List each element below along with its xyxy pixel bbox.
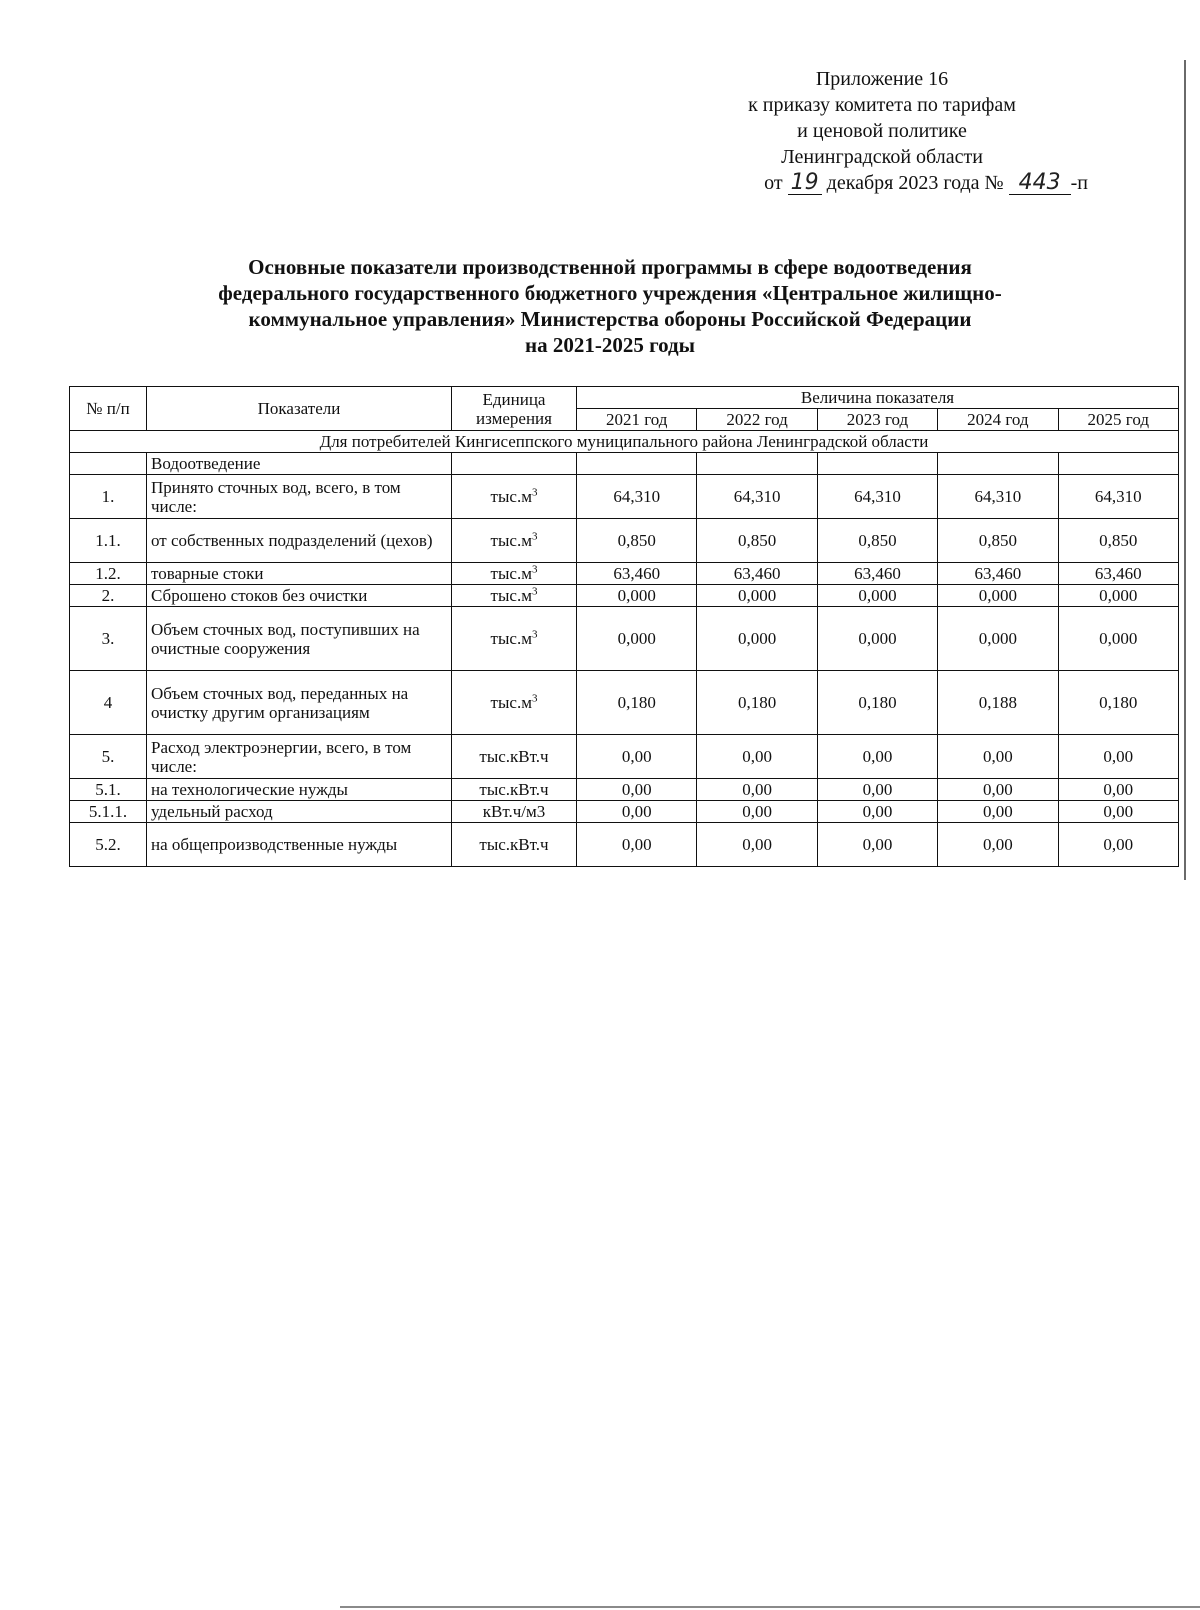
scan-bottom-line — [340, 1606, 1200, 1608]
row-value: 0,00 — [697, 823, 817, 867]
indicators-table — [69, 386, 1179, 867]
row-value: 0,00 — [697, 735, 817, 779]
table-row — [70, 563, 1179, 585]
row-value: 0,000 — [697, 607, 817, 671]
table-row — [70, 519, 1179, 563]
header-year: 2024 год — [938, 409, 1058, 431]
table-row — [70, 475, 1179, 519]
row-value: 0,00 — [1058, 779, 1178, 801]
row-value: 0,00 — [1058, 801, 1178, 823]
row-unit — [452, 801, 577, 823]
group-cell — [697, 453, 817, 475]
row-num: 5. — [70, 735, 147, 779]
row-value: 0,000 — [817, 585, 937, 607]
row-unit-text: тыс.м — [490, 531, 532, 550]
row-value: 63,460 — [1058, 563, 1178, 585]
row-num: 2. — [70, 585, 147, 607]
appendix-line-4: Ленинградской области — [781, 146, 983, 168]
row-unit — [452, 671, 577, 735]
row-unit — [452, 475, 577, 519]
header-year: 2021 год — [577, 409, 697, 431]
row-value: 0,850 — [697, 519, 817, 563]
row-unit-text: тыс.м — [490, 629, 532, 648]
group-row — [70, 453, 1179, 475]
row-value: 0,00 — [938, 779, 1058, 801]
document-title — [150, 254, 1070, 358]
section-label: Для потребителей Кингисеппского муниципального района Ленинградской области — [70, 431, 1179, 453]
row-value: 0,000 — [1058, 607, 1178, 671]
row-unit — [452, 823, 577, 867]
group-label: Водоотведение — [147, 453, 452, 475]
row-value: 0,00 — [817, 735, 937, 779]
header-year: 2023 год — [817, 409, 937, 431]
row-unit-text: кВт.ч/м3 — [482, 802, 546, 821]
table-row — [70, 779, 1179, 801]
header-year: 2025 год — [1058, 409, 1178, 431]
row-indicator: на технологические нужды — [147, 779, 452, 801]
row-indicator: Расход электроэнергии, всего, в том числе: — [147, 735, 452, 779]
row-value: 0,00 — [817, 779, 937, 801]
row-unit — [452, 563, 577, 585]
row-value: 63,460 — [697, 563, 817, 585]
date-prefix: от — [764, 172, 783, 194]
row-num: 1.1. — [70, 519, 147, 563]
table-row — [70, 585, 1179, 607]
table-row — [70, 735, 1179, 779]
row-unit-text: тыс.кВт.ч — [479, 747, 549, 766]
row-value: 0,000 — [1058, 585, 1178, 607]
group-cell — [577, 453, 697, 475]
row-num: 4 — [70, 671, 147, 735]
row-unit — [452, 779, 577, 801]
row-value: 0,00 — [577, 801, 697, 823]
group-cell — [817, 453, 937, 475]
row-indicator: Объем сточных вод, переданных на очистку другим организациям — [147, 671, 452, 735]
row-value: 0,180 — [817, 671, 937, 735]
row-indicator: Принято сточных вод, всего, в том числе: — [147, 475, 452, 519]
row-value: 0,00 — [577, 823, 697, 867]
row-unit-superscript: 3 — [531, 530, 538, 543]
row-value: 0,000 — [577, 607, 697, 671]
row-value: 0,850 — [938, 519, 1058, 563]
header-value-group: Величина показателя — [577, 387, 1179, 409]
header-unit — [452, 387, 577, 431]
order-suffix: -п — [1070, 172, 1088, 194]
table-header-row — [70, 387, 1179, 409]
row-indicator: от собственных подразделений (цехов) — [147, 519, 452, 563]
row-value: 0,00 — [938, 823, 1058, 867]
appendix-line-3: и ценовой политике — [797, 120, 967, 142]
row-value: 64,310 — [697, 475, 817, 519]
row-unit-text: тыс.м — [490, 693, 532, 712]
row-value: 64,310 — [577, 475, 697, 519]
row-value: 63,460 — [938, 563, 1058, 585]
row-value: 0,00 — [697, 801, 817, 823]
row-value: 0,00 — [697, 779, 817, 801]
group-cell — [938, 453, 1058, 475]
row-value: 0,00 — [817, 801, 937, 823]
row-value: 0,000 — [938, 607, 1058, 671]
row-indicator: удельный расход — [147, 801, 452, 823]
row-unit-text: тыс.м — [490, 487, 532, 506]
header-unit-line-1: Единица — [482, 389, 546, 409]
row-unit-superscript: 3 — [531, 692, 538, 705]
row-indicator: Сброшено стоков без очистки — [147, 585, 452, 607]
row-value: 0,000 — [817, 607, 937, 671]
row-unit-text: тыс.м — [490, 564, 532, 583]
table-row — [70, 671, 1179, 735]
header-indicator: Показатели — [147, 387, 452, 431]
row-value: 0,000 — [697, 585, 817, 607]
row-unit — [452, 607, 577, 671]
row-value: 0,180 — [697, 671, 817, 735]
row-value: 0,00 — [938, 801, 1058, 823]
row-unit-superscript: 3 — [531, 585, 538, 598]
table-row — [70, 823, 1179, 867]
table-row — [70, 801, 1179, 823]
row-value: 63,460 — [817, 563, 937, 585]
group-cell — [1058, 453, 1178, 475]
row-value: 0,000 — [938, 585, 1058, 607]
header-unit-line-2: измерения — [476, 408, 552, 428]
row-indicator: товарные стоки — [147, 563, 452, 585]
row-unit — [452, 585, 577, 607]
row-unit-text: тыс.м — [490, 586, 532, 605]
row-value: 0,00 — [817, 823, 937, 867]
header-year: 2022 год — [697, 409, 817, 431]
title-line-1: Основные показатели производственной программы в сфере водоотведения — [248, 255, 972, 279]
row-value: 0,000 — [577, 585, 697, 607]
section-row — [70, 431, 1179, 453]
row-value: 0,850 — [577, 519, 697, 563]
scan-edge-line — [1184, 60, 1186, 880]
row-unit — [452, 735, 577, 779]
row-num: 5.1.1. — [70, 801, 147, 823]
row-value: 64,310 — [817, 475, 937, 519]
row-value: 0,180 — [1058, 671, 1178, 735]
group-unit — [452, 453, 577, 475]
row-num: 3. — [70, 607, 147, 671]
row-unit-superscript: 3 — [531, 628, 538, 641]
handwritten-order-number: 443 — [1009, 172, 1071, 195]
row-value: 0,850 — [1058, 519, 1178, 563]
title-line-3: коммунальное управления» Министерства обороны Российской Федерации — [248, 307, 972, 331]
row-unit-text: тыс.кВт.ч — [479, 780, 549, 799]
date-middle: декабря 2023 года № — [826, 172, 1004, 194]
row-unit — [452, 519, 577, 563]
appendix-header — [672, 66, 1092, 196]
handwritten-day: 19 — [788, 172, 822, 195]
row-value: 0,188 — [938, 671, 1058, 735]
row-indicator: Объем сточных вод, поступивших на очистные сооружения — [147, 607, 452, 671]
table-body — [70, 431, 1179, 867]
table-row — [70, 607, 1179, 671]
row-value: 64,310 — [938, 475, 1058, 519]
row-value: 0,00 — [577, 735, 697, 779]
appendix-line-2: к приказу комитета по тарифам — [748, 94, 1016, 116]
title-line-4: на 2021-2025 годы — [524, 333, 696, 357]
row-unit-text: тыс.кВт.ч — [479, 835, 549, 854]
row-value: 63,460 — [577, 563, 697, 585]
row-value: 0,850 — [817, 519, 937, 563]
appendix-line-1: Приложение 16 — [815, 68, 949, 90]
row-value: 0,00 — [938, 735, 1058, 779]
row-value: 0,00 — [1058, 735, 1178, 779]
row-num: 1.2. — [70, 563, 147, 585]
row-num: 5.2. — [70, 823, 147, 867]
row-num: 5.1. — [70, 779, 147, 801]
title-line-2: федерального государственного бюджетного учреждения «Центральное жилищно- — [218, 281, 1002, 305]
row-value: 0,00 — [1058, 823, 1178, 867]
row-value: 0,00 — [577, 779, 697, 801]
row-value: 64,310 — [1058, 475, 1178, 519]
group-num — [70, 453, 147, 475]
header-num: № п/п — [70, 387, 147, 431]
row-indicator: на общепроизводственные нужды — [147, 823, 452, 867]
row-num: 1. — [70, 475, 147, 519]
row-unit-superscript: 3 — [531, 563, 538, 576]
appendix-order-line — [672, 170, 1092, 196]
row-value: 0,180 — [577, 671, 697, 735]
row-unit-superscript: 3 — [531, 486, 538, 499]
